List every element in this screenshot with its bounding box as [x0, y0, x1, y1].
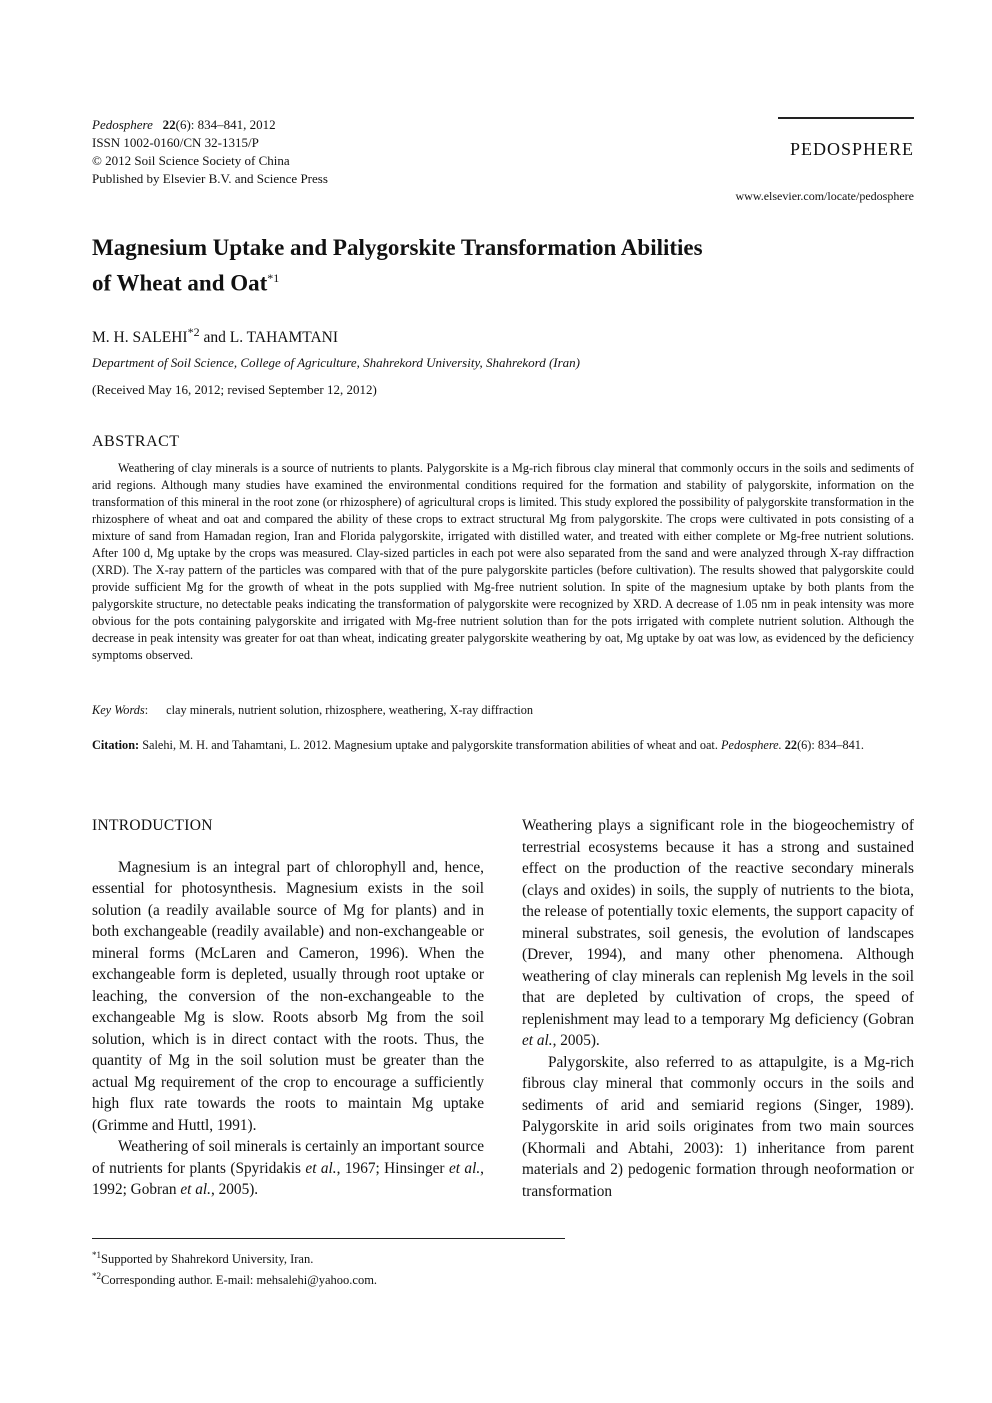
brand-rule: [778, 117, 914, 119]
keywords: [92, 703, 914, 718]
journal-name: Pedosphere: [92, 117, 153, 132]
body-column-left: [92, 815, 484, 1201]
footnote-rule: [92, 1238, 565, 1239]
keywords-colon: :: [144, 703, 149, 717]
intro-paragraph-4: Palygorskite, also referred to as attapulgite, is a Mg-rich fibrous clay mineral that commonly occurs in the soils and sediments of arid and semiarid regions (Singer, 1989). Palygorskite in arid soils originates from two main sources (Khormali and Abtahi, 2003): 1) inheritance from parent materials and 2) pedogenic formation through neoformation or transformation: [522, 1053, 914, 1200]
intro-paragraph-3: Weathering plays a significant role in the biogeochemistry of terrestrial ecosystems because it has a strong and sustained effect on the production of the reactive secondary minerals (clays and oxides) in soils, the supply of nutrients to the biota, the release of potentially toxic elements, the support capacity of mineral substrates, soil genesis, the evolution of landscapes (Drever, 1994), and many other phenomena. Although weathering of clay minerals can replenish Mg levels in the soil that are depleted by cultivation of crops, the speed of replenishment may lead to a temporary Mg deficiency (Gobran et al., 2005).: [522, 817, 914, 1049]
keywords-label: Key Words: [92, 703, 145, 717]
copyright-line: © 2012 Soil Science Society of China: [92, 153, 290, 168]
publisher-line: Published by Elsevier B.V. and Science Press: [92, 171, 328, 186]
citation-label: Citation:: [92, 738, 140, 752]
journal-header: [92, 116, 512, 188]
received-dates: (Received May 16, 2012; revised September 12, 2012): [92, 382, 377, 397]
journal-brand: [778, 117, 914, 160]
citation-text: Salehi, M. H. and Tahamtani, L. 2012. Magnesium uptake and palygorskite transformation abilities of wheat and oat.: [142, 738, 718, 752]
abstract-heading: ABSTRACT: [92, 433, 180, 450]
author-2: and L. TAHAMTANI: [199, 329, 339, 347]
intro-paragraph-2: Weathering of soil minerals is certainly an important source of nutrients for plants (Spyridakis et al., 1967; Hinsinger et al., 1992; Gobran et al., 2005).: [92, 1138, 484, 1198]
author-1: M. H. SALEHI: [92, 329, 188, 347]
brand-name: PEDOSPHERE: [789, 139, 914, 159]
footnotes: [92, 1247, 377, 1289]
journal-url[interactable]: www.elsevier.com/locate/pedosphere: [735, 189, 914, 203]
title-line-1: Magnesium Uptake and Palygorskite Transformation Abilities: [92, 235, 703, 260]
citation-issue-pages: (6): 834–841.: [797, 738, 865, 752]
footnote-2: $^{*2}$Corresponding author. E-mail: mehsalehi@yahoo.com.: [92, 1271, 378, 1288]
introduction-heading: INTRODUCTION: [92, 817, 213, 834]
citation: [92, 737, 914, 754]
title-footnote-mark[interactable]: *1: [267, 271, 280, 285]
author-footnote-mark[interactable]: *2: [187, 325, 200, 339]
authors: [92, 325, 338, 347]
journal-volume: 22: [162, 117, 176, 132]
citation-volume: 22: [784, 738, 798, 752]
title-line-2: of Wheat and Oat: [92, 270, 268, 296]
keywords-list: clay minerals, nutrient solution, rhizosphere, weathering, X-ray diffraction: [166, 703, 533, 717]
article-title: [92, 233, 872, 299]
issn-line: ISSN 1002-0160/CN 32-1315/P: [92, 135, 259, 150]
footnote-1: $^{*1}$Supported by Shahrekord University, Iran.: [92, 1250, 314, 1267]
intro-paragraph-1: Magnesium is an integral part of chlorophyll and, hence, essential for photosynthesis. Magnesium exists in the soil solution (a readily available source of Mg for plants) and in both exchangeable (readily available) and non-exchangeable or mineral forms (McLaren and Cameron, 1996). When the exchangeable form is depleted, usually through root uptake or leaching, the conversion of the non-exchangeable to the exchangeable Mg is slow. Roots absorb Mg from the soil solution, which is in direct contact with the roots. Thus, the quantity of Mg in the soil solution must be greater than the actual Mg requirement of the crop to encourage a sufficiently high flux rate towards the roots to maintain Mg uptake (Grimme and Huttl, 1991).: [92, 858, 484, 1134]
body-column-right: [522, 815, 914, 1202]
journal-line: [92, 116, 512, 134]
affiliation: Department of Soil Science, College of Agriculture, Shahrekord University, Shahrekord (Iran): [92, 355, 581, 370]
abstract-text: Weathering of clay minerals is a source of nutrients to plants. Palygorskite is a Mg-rich fibrous clay mineral that commonly occurs in the soils and sediments of arid regions. Although many studies have examined the environmental conditions required for the formation and stability of palygorskite, information on the transformation of this mineral in the root zone (or rhizosphere) of agricultural crops is limited. This study explored the possibility of palygorskite transformation in the rhizosphere of wheat and oat and compared the ability of these crops to extract structural Mg from palygorskite. The crops were cultivated in pots consisting of a mixture of sand from Hamadan region, Iran and Florida palygorskite, irrigated with distilled water, and treated with either complete or Mg-free nutrient solutions. After 100 d, Mg uptake by the crops was measured. Clay-sized particles in each pot were also separated from the sand and were analyzed through X-ray diffraction (XRD). The X-ray pattern of the particles was compared with that of the pure palygorskite particles (before cultivation). The results showed that palygorskite could provide sufficient Mg for the growth of wheat in the pots supplied with Mg-free nutrient solution. In spite of the magnesium uptake by both plants from the palygorskite structure, no detectable peaks indicating the transformation of palygorskite were recognized by XRD. A decrease of 1.05 nm in peak intensity was more obvious for the pots containing palygorskite and irrigated with Mg-free nutrient solution than for the pots irrigated with complete nutrient solution. Although the decrease in peak intensity was greater for oat than wheat, indicating greater palygorskite weathering by oat, Mg uptake by oat was low, as evidenced by the deficiency symptoms observed.: [92, 461, 914, 662]
journal-issue-pages: (6): 834–841, 2012: [175, 117, 276, 132]
citation-journal: Pedosphere.: [721, 738, 782, 752]
